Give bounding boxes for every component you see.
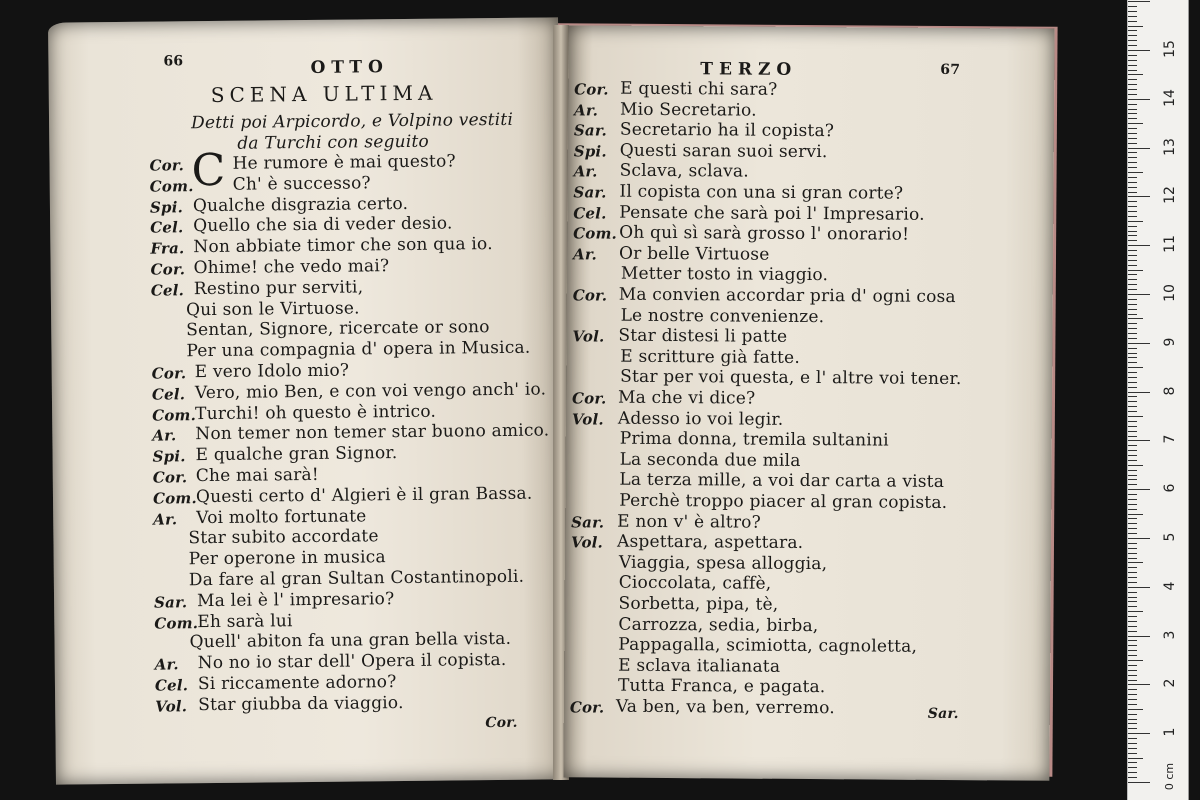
ruler-tick <box>1128 84 1137 85</box>
ruler-tick <box>1128 733 1150 734</box>
ruler-tick <box>1128 333 1137 334</box>
ruler-tick <box>1128 289 1137 290</box>
ruler-tick <box>1128 572 1137 573</box>
verse-line: Star subito accordate <box>188 526 379 549</box>
ruler-tick <box>1128 299 1137 300</box>
speaker-label: Com. <box>573 224 618 243</box>
ruler-tick <box>1128 762 1137 763</box>
ruler-tick <box>1128 148 1150 149</box>
speaker-label: Cel. <box>154 676 189 695</box>
verse-line: Sorbetta, pipa, tè, <box>618 593 779 615</box>
ruler-tick <box>1128 616 1137 617</box>
verse-line: Ma che vi dice? <box>617 387 756 409</box>
ruler-tick <box>1128 645 1137 646</box>
ruler-tick <box>1128 348 1137 349</box>
ruler-tick <box>1128 89 1137 90</box>
verse-line: E vero Idolo mio? <box>194 360 350 383</box>
running-head: TERZO <box>700 59 798 80</box>
speaker-label: Vol. <box>572 327 605 346</box>
ruler-tick <box>1128 79 1137 80</box>
verse-line: Ma lei è l' impresario? <box>196 588 395 611</box>
verse-line: Si riccamente adorno? <box>197 672 397 695</box>
ruler-number: 5 <box>1162 532 1178 542</box>
ruler-tick <box>1128 382 1137 383</box>
ruler-tick <box>1128 558 1137 559</box>
verse-line: Metter tosto in viaggio. <box>620 264 829 286</box>
ruler-number: 2 <box>1162 678 1178 688</box>
verse-line: Vero, mio Ben, e con voi vengo anch' io. <box>194 379 547 403</box>
ruler-tick <box>1128 548 1137 549</box>
ruler-tick <box>1128 684 1150 685</box>
stage-direction-line: Detti poi Arpicordo, e Volpino vestiti <box>190 109 514 134</box>
verse-line: Prima donna, tremila sultanini <box>619 428 889 451</box>
verse-line: Voi molto fortunate <box>196 505 367 528</box>
ruler-tick <box>1128 211 1137 212</box>
speaker-label: Cor. <box>574 80 609 99</box>
ruler-tick <box>1128 767 1137 768</box>
verse-line: Non abbiate timor che son qua io. <box>193 234 493 258</box>
verse-line: Pensate che sarà poi l' Impresario. <box>619 202 925 225</box>
verse-line: E questi chi sara? <box>620 78 778 100</box>
ruler-tick <box>1128 655 1137 656</box>
verse-line: Aspettara, aspettara. <box>616 531 804 554</box>
verse-line: E non v' è altro? <box>617 511 762 533</box>
verse-line: Ch' è successo? <box>232 173 371 195</box>
ruler-tick <box>1128 484 1137 485</box>
catchword: Sar. <box>927 705 959 723</box>
ruler-tick <box>1128 16 1137 17</box>
verse-line: Ohime! che vedo mai? <box>193 256 390 279</box>
ruler-tick <box>1128 172 1143 173</box>
speaker-label: Sar. <box>154 593 188 612</box>
scene-title: SCENA ULTIMA <box>210 80 438 107</box>
ruler-tick <box>1128 70 1137 71</box>
speaker-label: Vol. <box>571 409 604 429</box>
speaker-label: Spi. <box>573 142 607 161</box>
ruler-tick <box>1128 396 1137 397</box>
speaker-label: Ar. <box>573 100 599 120</box>
ruler-tick <box>1128 240 1137 241</box>
ruler-tick <box>1128 26 1143 27</box>
ruler-tick <box>1128 626 1137 627</box>
speaker-label: Cor. <box>569 698 605 717</box>
ruler-tick <box>1128 357 1137 358</box>
ruler-tick <box>1128 21 1137 22</box>
verse-line: E scritture già fatte. <box>620 346 801 368</box>
ruler-tick <box>1128 318 1143 319</box>
ruler-tick <box>1128 235 1137 236</box>
ruler-tick <box>1128 177 1137 178</box>
verse-line: Perchè troppo piacer al gran copista. <box>619 490 948 513</box>
catchword: Cor. <box>485 714 518 732</box>
speaker-label: Spi. <box>149 197 184 217</box>
speaker-label: Vol. <box>570 533 604 552</box>
verse-line: Per una compagnia d' opera in Musica. <box>186 337 531 362</box>
left-page <box>48 17 566 784</box>
ruler-tick <box>1128 265 1137 266</box>
ruler-tick <box>1128 680 1137 681</box>
ruler-tick <box>1128 1 1150 2</box>
ruler-number: 4 <box>1162 581 1178 591</box>
speaker-label: Cel. <box>573 203 607 223</box>
ruler-tick <box>1128 509 1137 510</box>
verse-line: Quell' abiton fa una gran bella vista. <box>189 629 512 653</box>
speaker-label: Cor. <box>572 286 608 305</box>
ruler-number: 1 <box>1162 727 1178 737</box>
ruler-tick <box>1128 6 1137 7</box>
ruler-tick <box>1128 597 1137 598</box>
ruler-tick <box>1128 455 1137 456</box>
verse-line: Oh quì sì sarà grosso l' onorario! <box>619 222 910 245</box>
verse-line: Quello che sia di veder desio. <box>193 213 453 237</box>
ruler-number: 8 <box>1162 386 1178 396</box>
verse-line: Per operone in musica <box>188 547 386 570</box>
ruler-tick <box>1128 245 1150 246</box>
ruler-tick <box>1128 675 1137 676</box>
ruler-tick <box>1128 328 1137 329</box>
ruler-tick <box>1128 533 1137 534</box>
ruler-tick <box>1128 640 1137 641</box>
ruler-tick <box>1128 714 1137 715</box>
ruler-tick <box>1128 113 1137 114</box>
ruler-tick <box>1128 631 1137 632</box>
ruler-tick <box>1128 704 1137 705</box>
ruler-tick <box>1128 772 1137 773</box>
ruler-tick <box>1128 260 1137 261</box>
ruler-tick <box>1128 421 1137 422</box>
measuring-ruler <box>1127 0 1189 800</box>
ruler-tick <box>1128 196 1150 197</box>
verse-line: Ma convien accordar pria d' ogni cosa <box>618 284 956 308</box>
ruler-tick <box>1128 636 1150 637</box>
ruler-tick <box>1128 372 1137 373</box>
ruler-tick <box>1128 504 1137 505</box>
ruler-tick <box>1128 45 1137 46</box>
ruler-tick <box>1128 694 1137 695</box>
ruler-tick <box>1128 543 1137 544</box>
speaker-label: Ar. <box>154 655 179 674</box>
ruler-number: 12 <box>1162 186 1178 205</box>
ruler-tick <box>1128 50 1150 51</box>
verse-line: Viaggia, spesa alloggia, <box>618 552 828 574</box>
ruler-number: 6 <box>1162 483 1178 493</box>
ruler-tick <box>1128 274 1137 275</box>
ruler-tick <box>1128 738 1137 739</box>
ruler-tick <box>1128 528 1137 529</box>
ruler-tick <box>1128 284 1137 285</box>
ruler-tick <box>1128 118 1137 119</box>
ruler-tick <box>1128 201 1137 202</box>
verse-line: E qualche gran Signor. <box>195 443 398 466</box>
speaker-label: Ar. <box>573 162 598 181</box>
speaker-label: Cel. <box>150 281 185 300</box>
speaker-label: Cor. <box>152 468 188 487</box>
speaker-label: Com. <box>154 613 199 633</box>
ruler-tick <box>1128 231 1137 232</box>
ruler-tick <box>1128 367 1143 368</box>
ruler-tick <box>1128 587 1150 588</box>
speaker-label: Com. <box>149 176 194 196</box>
ruler-tick <box>1128 157 1137 158</box>
ruler-tick <box>1128 128 1137 129</box>
ruler-number: 11 <box>1162 235 1178 254</box>
verse-line: Sclava, sclava. <box>619 161 749 182</box>
verse-line: Secretario ha il copista? <box>619 119 835 142</box>
ruler-tick <box>1128 582 1137 583</box>
ruler-tick <box>1128 748 1137 749</box>
ruler-tick <box>1128 304 1137 305</box>
speaker-label: Sar. <box>573 121 608 140</box>
ruler-tick <box>1128 709 1143 710</box>
verse-line: Da fare al gran Sultan Costantinopoli. <box>188 566 525 591</box>
speaker-label: Vol. <box>155 697 188 716</box>
speaker-label: Com. <box>152 488 197 508</box>
ruler-tick <box>1128 523 1137 524</box>
ruler-tick <box>1128 338 1137 339</box>
speaker-label: Ar. <box>572 245 598 264</box>
ruler-tick <box>1128 450 1137 451</box>
verse-line: Carrozza, sedia, birba, <box>618 614 819 636</box>
ruler-tick <box>1128 567 1137 568</box>
verse-line: Le nostre convenienze. <box>620 305 825 327</box>
page-number: 67 <box>940 61 961 79</box>
ruler-tick <box>1128 465 1143 466</box>
verse-line: Questi saran suoi servi. <box>619 140 828 162</box>
ruler-tick <box>1128 650 1137 651</box>
ruler-tick <box>1128 216 1137 217</box>
ruler-number: 7 <box>1162 434 1178 444</box>
ruler-tick <box>1128 11 1137 12</box>
ruler-tick <box>1128 123 1143 124</box>
ruler-tick <box>1128 518 1137 519</box>
ruler-tick <box>1128 670 1137 671</box>
ruler-tick <box>1128 401 1137 402</box>
running-head: OTTO <box>310 57 389 78</box>
verse-line: Questi certo d' Algieri è il gran Bassa. <box>195 483 533 507</box>
speaker-label: Sar. <box>573 183 607 202</box>
ruler-number: 13 <box>1162 137 1178 156</box>
ruler-tick <box>1128 192 1137 193</box>
ruler-tick <box>1128 475 1137 476</box>
ruler-tick <box>1128 104 1137 105</box>
verse-line: Or belle Virtuose <box>618 243 770 265</box>
speaker-label: Cel. <box>151 385 186 404</box>
ruler-tick <box>1128 460 1137 461</box>
ruler-tick <box>1128 601 1137 602</box>
speaker-label: Cel. <box>150 218 184 238</box>
verse-line: Qualche disgrazia certo. <box>192 193 409 216</box>
speaker-label: Cor. <box>150 260 186 279</box>
ruler-tick <box>1128 431 1137 432</box>
ruler-unit: 0 cm <box>1163 762 1177 791</box>
ruler-tick <box>1128 40 1137 41</box>
ruler-tick <box>1128 133 1137 134</box>
ruler-tick <box>1128 362 1137 363</box>
ruler-tick <box>1128 606 1137 607</box>
verse-line: Va ben, va ben, verremo. <box>615 696 835 719</box>
ruler-tick <box>1128 562 1143 563</box>
ruler-tick <box>1128 470 1137 471</box>
ruler-tick <box>1128 187 1137 188</box>
ruler-tick <box>1128 753 1137 754</box>
ruler-tick <box>1128 743 1137 744</box>
ruler-tick <box>1128 35 1137 36</box>
ruler-tick <box>1128 323 1137 324</box>
ruler-tick <box>1128 377 1137 378</box>
speaker-label: Ar. <box>153 509 178 529</box>
ruler-tick <box>1128 226 1137 227</box>
ruler-number: 10 <box>1162 284 1178 302</box>
ruler-tick <box>1128 30 1137 31</box>
ruler-tick <box>1128 489 1150 490</box>
verse-line: Non temer non temer star buono amico. <box>195 420 550 445</box>
ruler-tick <box>1128 411 1137 412</box>
verse-line: Star distesi li patte <box>618 325 788 348</box>
speaker-label: Com. <box>152 405 197 425</box>
ruler-number: 15 <box>1162 40 1178 58</box>
verse-line: Sentan, Signore, ricercate or sono <box>186 317 490 341</box>
ruler-tick <box>1128 689 1137 690</box>
ruler-tick <box>1128 426 1137 427</box>
ruler-tick <box>1128 479 1137 480</box>
ruler-tick <box>1128 782 1150 783</box>
right-page <box>563 25 1054 780</box>
verse-line: Restino pur serviti, <box>193 277 364 299</box>
ruler-tick <box>1128 660 1143 661</box>
ruler-tick <box>1128 777 1137 778</box>
ruler-number: 14 <box>1162 88 1178 107</box>
ruler-tick <box>1128 143 1137 144</box>
ruler-tick <box>1128 611 1143 612</box>
ruler-tick <box>1128 65 1137 66</box>
ruler-tick <box>1128 445 1137 446</box>
ruler-tick <box>1128 182 1137 183</box>
ruler-tick <box>1128 416 1143 417</box>
verse-line: E sclava italianata <box>618 655 781 677</box>
ruler-tick <box>1128 592 1137 593</box>
ruler-tick <box>1128 152 1137 153</box>
ruler-tick <box>1128 514 1143 515</box>
verse-line: Star giubba da viaggio. <box>198 692 404 715</box>
ruler-tick <box>1128 294 1150 295</box>
verse-line: He rumore è mai questo? <box>232 151 456 174</box>
ruler-tick <box>1128 138 1137 139</box>
ruler-tick <box>1128 387 1137 388</box>
ruler-tick <box>1128 621 1137 622</box>
ruler-number: 3 <box>1162 630 1178 640</box>
speaker-label: Cor. <box>571 389 607 408</box>
verse-line: Eh sarà lui <box>197 610 293 632</box>
verse-line: Il copista con una si gran corte? <box>619 181 904 204</box>
ruler-tick <box>1128 314 1137 315</box>
ruler-tick <box>1128 406 1137 407</box>
verse-line: Qui son le Virtuose. <box>185 298 360 320</box>
page-number: 66 <box>163 53 184 70</box>
ruler-tick <box>1128 279 1137 280</box>
ruler-tick <box>1128 221 1143 222</box>
ruler-tick <box>1128 353 1137 354</box>
verse-line: Tutta Franca, e pagata. <box>617 676 826 698</box>
ruler-tick <box>1128 723 1137 724</box>
ruler-tick <box>1128 758 1143 759</box>
ruler-tick <box>1128 392 1150 393</box>
ruler-tick <box>1128 250 1137 251</box>
ruler-tick <box>1128 494 1137 495</box>
verse-line: Star per voi questa, e l' altre voi tener. <box>620 367 962 390</box>
ruler-tick <box>1128 60 1137 61</box>
ruler-tick <box>1128 162 1137 163</box>
ruler-tick <box>1128 206 1137 207</box>
verse-line: Turchi! oh questo è intrico. <box>195 401 437 424</box>
ruler-tick <box>1128 74 1143 75</box>
ruler-tick <box>1128 553 1137 554</box>
stage-direction-line: da Turchi con seguito <box>237 131 429 154</box>
ruler-tick <box>1128 665 1137 666</box>
ruler-tick <box>1128 728 1137 729</box>
speaker-label: Cor. <box>149 156 185 175</box>
speaker-label: Fra. <box>150 239 185 258</box>
ruler-tick <box>1128 440 1150 441</box>
verse-line: Adesso io voi legir. <box>617 408 784 430</box>
ruler-tick <box>1128 343 1150 344</box>
speaker-label: Cor. <box>151 364 187 383</box>
ruler-tick <box>1128 577 1137 578</box>
ruler-tick <box>1128 699 1137 700</box>
verse-line: Mio Secretario. <box>619 99 757 121</box>
verse-line: La terza mille, a voi dar carta a vista <box>619 470 945 493</box>
ruler-tick <box>1128 719 1137 720</box>
ruler-tick <box>1128 94 1137 95</box>
speaker-label: Sar. <box>571 512 605 532</box>
ruler-tick <box>1128 99 1150 100</box>
speaker-label: Ar. <box>152 426 177 446</box>
verse-line: Che mai sarà! <box>195 464 319 487</box>
ruler-tick <box>1128 499 1137 500</box>
ruler-tick <box>1128 109 1137 110</box>
ruler-number: 9 <box>1162 337 1178 347</box>
ruler-tick <box>1128 167 1137 168</box>
ruler-tick <box>1128 270 1143 271</box>
verse-line: No no io star dell' Opera il copista. <box>197 650 507 674</box>
speaker-label: Spi. <box>152 447 186 466</box>
verse-line: Cioccolata, caffè, <box>618 573 772 595</box>
verse-line: Pappagalla, scimiotta, cagnoletta, <box>618 634 918 657</box>
verse-line: La seconda due mila <box>619 449 801 471</box>
ruler-tick <box>1128 436 1137 437</box>
ruler-tick <box>1128 538 1150 539</box>
ruler-tick <box>1128 55 1137 56</box>
drop-cap: C <box>191 144 226 197</box>
ruler-tick <box>1128 255 1137 256</box>
ruler-tick <box>1128 309 1137 310</box>
